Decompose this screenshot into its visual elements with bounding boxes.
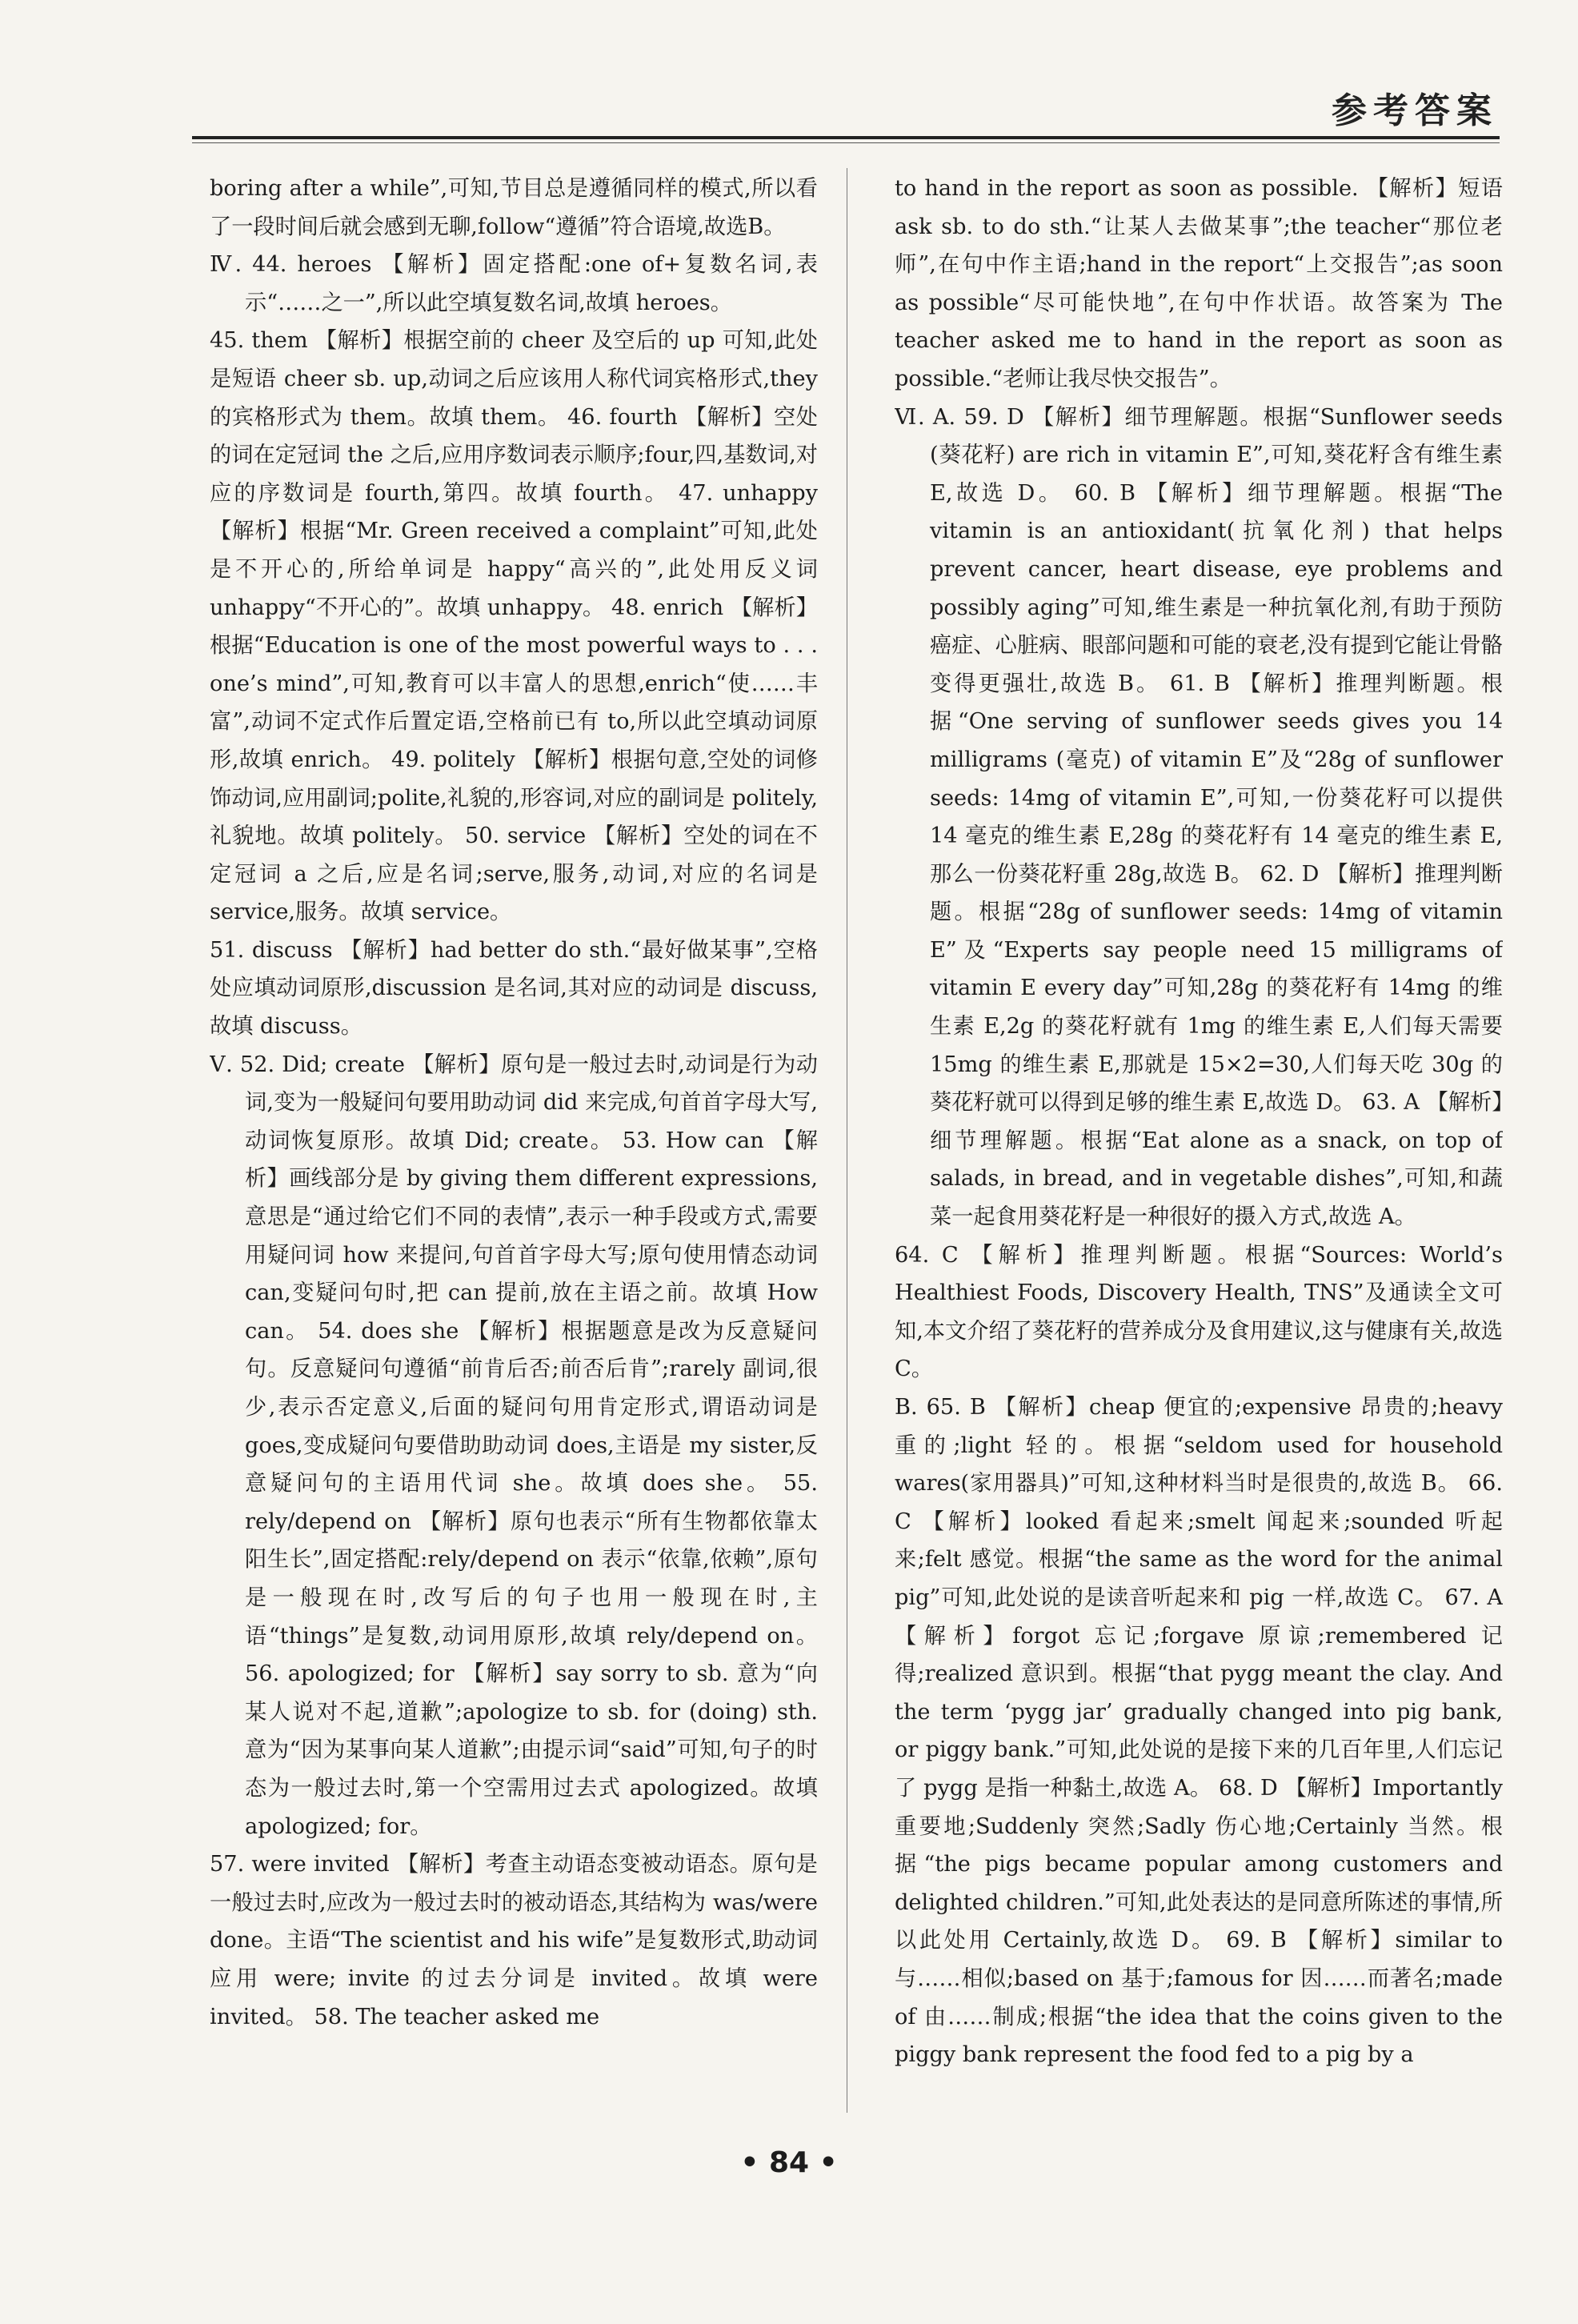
header-rule-thin: [192, 142, 1500, 143]
answer-paragraph: Ⅴ. 52. Did; create 【解析】原句是一般过去时,动词是行为动词,变为一般疑问句要用助动词 did 来完成,句首首字母大写,动词恢复原形。故填 Did; create。 53. How can 【解析】画线部分是 by giving them different expressions,意思是“通过给它们不同的表情”,表示一种手段或方式,需要用疑问词 how 来提问,句首首字母大写;原句使用情态动词 can,变疑问句时,把 can 提前,放在主语之前。故填 How can。 54. does she 【解析】根据题意是改为反意疑问句。反意疑问句遵循“前肯后否;前否后肯”;rarely 副词,很少,表示否定意义,后面的疑问句用肯定形式,谓语动词是 goes,变成疑问句要借助助动词 does,主语是 my sister,反意疑问句的主语用代词 she。故填 does she。 55. rely/depend on 【解析】原句也表示“所有生物都依靠太阳生长”,固定搭配:rely/depend on 表示“依靠,依赖”,原句是一般现在时,改写后的句子也用一般现在时,主语“things”是复数,动词用原形,故填 rely/depend on。 56. apologized; for 【解析】say sorry to sb. 意为“向某人说对不起,道歉”;apologize to sb. for (doing) sth. 意为“因为某事向某人道歉”;由提示词“said”可知,句子的时态为一般过去时,第一个空需用过去式 apologized。故填 apologized; for。: [210, 1052, 818, 1839]
answer-paragraph: 64. C 【解析】推理判断题。根据“Sources: World’s Healthiest Foods, Discovery Health, TNS”及通读全文可知,本文介绍了葵花籽的营养成分及食用建议,这与健康有关,故选 C。: [895, 1242, 1503, 1382]
answer-paragraph: to hand in the report as soon as possible. 【解析】短语 ask sb. to do sth.“让某人去做某事”;the teacher“那位老师”,在句中作主语;hand in the report“上交报告”;as soon as possible“尽可能快地”,在句中作状语。故答案为 The teacher asked me to hand in the report as soon as possible.“老师让我尽快交报告”。: [895, 176, 1503, 391]
answer-paragraph: 57. were invited 【解析】考查主动语态变被动语态。原句是一般过去时,应改为一般过去时的被动语态,其结构为 was/were done。主语“The scientist and his wife”是复数形式,助动词应用 were; invite 的过去分词是 invited。故填 were invited。 58. The teacher asked me: [210, 1852, 818, 2029]
answer-paragraph: 45. them 【解析】根据空前的 cheer 及空后的 up 可知,此处是短语 cheer sb. up,动词之后应该用人称代词宾格形式,they 的宾格形式为 them。故填 them。 46. fourth 【解析】空处的词在定冠词 the 之后,应用序数词表示顺序;four,四,基数词,对应的序数词是 fourth,第四。故填 fourth。 47. unhappy 【解析】根据“Mr. Green received a complaint”可知,此处是不开心的,所给单词是 happy“高兴的”,此处用反义词 unhappy“不开心的”。故填 unhappy。 48. enrich 【解析】根据“Education is one of the most powerful ways to . . . one’s mind”,可知,教育可以丰富人的思想,enrich“使……丰富”,动词不定式作后置定语,空格前已有 to,所以此空填动词原形,故填 enrich。 49. politely 【解析】根据句意,空处的词修饰动词,应用副词;polite,礼貌的,形容词,对应的副词是 politely,礼貌地。故填 politely。 50. service 【解析】空处的词在不定冠词 a 之后,应是名词;serve,服务,动词,对应的名词是 service,服务。故填 service。: [210, 328, 818, 925]
answer-paragraph: B. 65. B 【解析】cheap 便宜的;expensive 昂贵的;heavy 重的;light 轻的。根据“seldom used for household wares(家用器具)”可知,这种材料当时是很贵的,故选 B。 66. C 【解析】looked 看起来;smelt 闻起来;sounded 听起来;felt 感觉。根据“the same as the word for the animal pig”可知,此处说的是读音听起来和 pig 一样,故选 C。 67. A 【解析】forgot 忘记;forgave 原谅;remembered 记得;realized 意识到。根据“that pygg meant the clay. And the term ‘pygg jar’ gradually changed into pig bank, or piggy bank.”可知,此处说的是接下来的几百年里,人们忘记了 pygg 是指一种黏土,故选 A。 68. D 【解析】Importantly 重要地;Suddenly 突然;Sadly 伤心地;Certainly 当然。根据“the pigs became popular among customers and delighted children.”可知,此处表达的是同意所陈述的事情,所以此处用 Certainly,故选 D。 69. B 【解析】similar to 与……相似;based on 基于;famous for 因……而著名;made of 由……制成;根据“the idea that the coins given to the piggy bank represent the food fed to a pig by a: [895, 1395, 1503, 2068]
page-header-title: 参考答案: [1332, 90, 1498, 131]
answer-paragraph: Ⅵ. A. 59. D 【解析】细节理解题。根据“Sunflower seeds (葵花籽) are rich in vitamin E”,可知,葵花籽含有维生素 E,故选 D。 60. B 【解析】细节理解题。根据“The vitamin is an antioxidant(抗氧化剂) that helps prevent cancer, heart disease, eye problems and possibly aging”可知,维生素是一种抗氧化剂,有助于预防癌症、心脏病、眼部问题和可能的衰老,没有提到它能让骨骼变得更强壮,故选 B。 61. B 【解析】推理判断题。根据“One serving of sunflower seeds gives you 14 milligrams (毫克) of vitamin E”及“28g of sunflower seeds: 14mg of vitamin E”,可知,一份葵花籽可以提供 14 毫克的维生素 E,28g 的葵花籽有 14 毫克的维生素 E,那么一份葵花籽重 28g,故选 B。 62. D 【解析】推理判断题。根据“28g of sunflower seeds: 14mg of vitamin E”及“Experts say people need 15 milligrams of vitamin E every day”可知,28g 的葵花籽有 14mg 的维生素 E,2g 的葵花籽就有 1mg 的维生素 E,人们每天需要 15mg 的维生素 E,那就是 15×2=30,人们每天吃 30g 的葵花籽就可以得到足够的维生素 E,故选 D。 63. A 【解析】细节理解题。根据“Eat alone as a snack, on top of salads, in bread, and in vegetable dishes”,可知,和蔬菜一起食用葵花籽是一种很好的摄入方式,故选 A。: [895, 404, 1503, 1230]
left-column: [210, 170, 818, 2114]
header-rule: [192, 136, 1500, 139]
page-number: • 84 •: [740, 2146, 838, 2179]
answer-paragraph: 51. discuss 【解析】had better do sth.“最好做某事”,空格处应填动词原形,discussion 是名词,其对应的动词是 discuss,故填 discuss。: [210, 937, 818, 1040]
answer-paragraph: boring after a while”,可知,节目总是遵循同样的模式,所以看了一段时间后就会感到无聊,follow“遵循”符合语境,故选B。: [210, 176, 818, 239]
right-column: [895, 170, 1503, 2114]
answer-paragraph: Ⅳ. 44. heroes 【解析】固定搭配:one of+复数名词,表示“……之一”,所以此空填复数名词,故填 heroes。: [210, 252, 818, 315]
